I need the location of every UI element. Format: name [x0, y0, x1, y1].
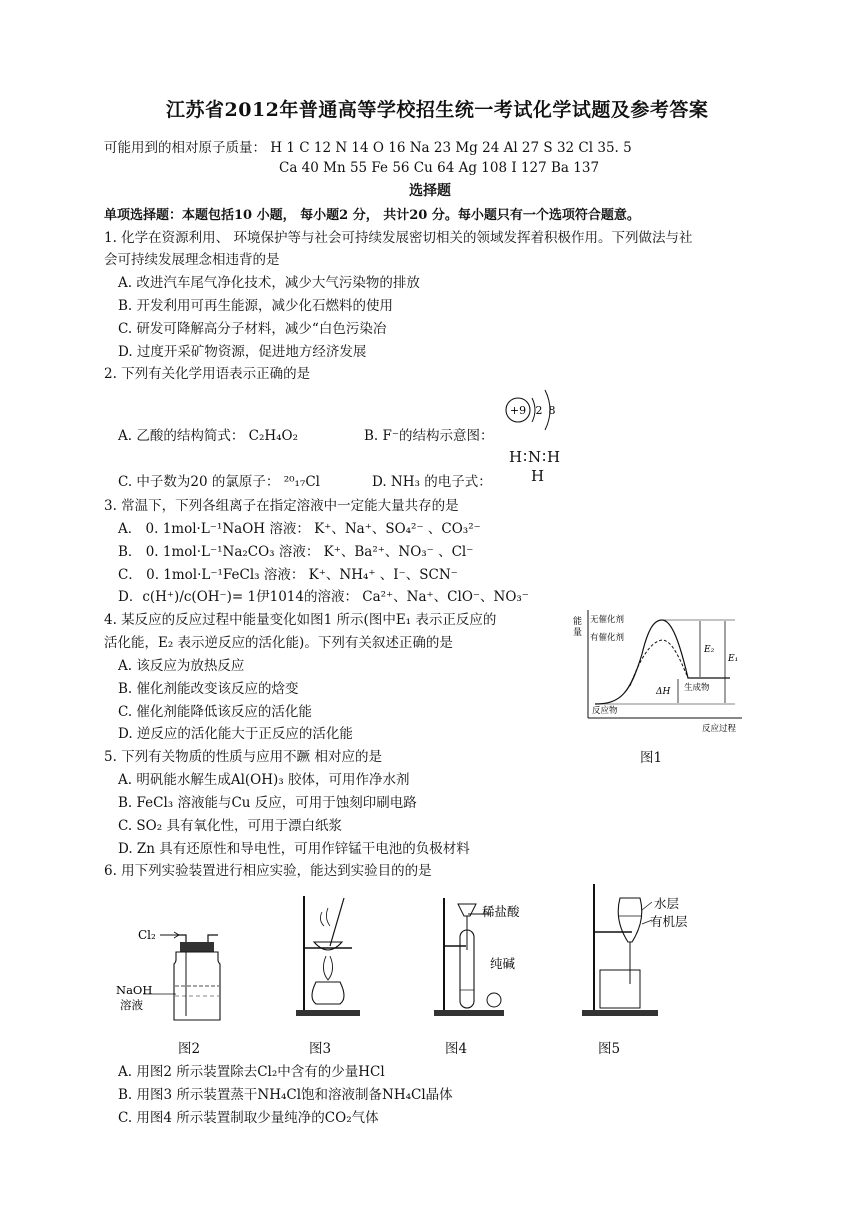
water-layer-label: 水层 [654, 896, 680, 911]
q6-option-a: A. 用图2 所示装置除去Cl₂中含有的少量HCl [118, 1064, 385, 1080]
q5-stem: 5. 下列有关物质的性质与应用不蹶 相对应的是 [104, 749, 382, 765]
shell2-electrons: 8 [548, 404, 556, 417]
q4-stem-line1: 4. 某反应的反应过程中能量变化如图1 所示(图中E₁ 表示正反应的 [104, 612, 497, 628]
instruction: 单项选择题：本题包括10 小题， 每小题2 分， 共计20 分。每小题只有一个选项符合题意。 [104, 208, 640, 223]
stand-base [296, 1010, 360, 1016]
section-title: 选择题 [409, 183, 451, 199]
stand-base [434, 1010, 504, 1016]
q4-stem-line2: 活化能，E₂ 表示逆反应的活化能)。下列有关叙述正确的是 [104, 635, 453, 651]
shell1-electrons: 2 [535, 404, 543, 417]
y-axis-label-char1: 能 [573, 617, 583, 627]
q2-option-d: D. NH₃ 的电子式： [372, 474, 492, 490]
page-title: 江苏省2012年普通高等学校招生统一考试化学试题及参考答案 [166, 99, 709, 121]
q3-option-d: D．c(H⁺)/c(OH⁻)= 1伊1014的溶液： Ca²⁺、Na⁺、ClO⁻、NO₃⁻ [118, 589, 529, 605]
q3-stem: 3. 常温下，下列各组离子在指定溶液中一定能大量共存的是 [104, 498, 459, 514]
q2-stem: 2. 下列有关化学用语表示正确的是 [104, 366, 311, 382]
q2-option-c: C. 中子数为20 的氯原子： ²⁰₁₇Cl [118, 474, 320, 490]
beaker [600, 970, 640, 1008]
q2-option-a: A. 乙酸的结构简式： C₂H₄O₂ [118, 428, 299, 444]
figure4-gas-generator [424, 890, 534, 1022]
no-catalyst-label: 无催化剂 [590, 615, 625, 625]
q4-option-d: D. 逆反应的活化能大于正反应的活化能 [118, 726, 353, 742]
q1-option-d: D. 过度开采矿物资源，促进地方经济发展 [118, 344, 367, 360]
naoh-label: NaOH [116, 983, 153, 997]
atomic-masses-line2: Ca 40 Mn 55 Fe 56 Cu 64 Ag 108 I 127 Ba 137 [279, 160, 600, 176]
nh3-electron-formula-row2: H [531, 467, 545, 485]
q2-option-b: B. F⁻的结构示意图： [364, 428, 494, 444]
q6-stem: 6. 用下列实验装置进行相应实验，能达到实验目的的是 [104, 863, 432, 879]
q1-option-a: A. 改进汽车尾气净化技术，减少大气污染物的排放 [118, 275, 420, 291]
nucleus-label: +9 [509, 404, 527, 417]
stopper [180, 942, 214, 952]
y-axis-label-char2: 量 [573, 628, 583, 638]
q4-option-a: A. 该反应为放热反应 [118, 658, 245, 674]
alcohol-lamp [312, 982, 344, 1004]
figure3-caption: 图3 [309, 1041, 332, 1057]
evaporating-dish [314, 942, 342, 950]
q5-option-c: C. SO₂ 具有氧化性，可用于漂白纸浆 [118, 818, 342, 834]
funnel-body [618, 898, 642, 942]
organic-layer-label: 有机层 [650, 914, 688, 929]
acid-label: 稀盐酸 [482, 904, 520, 919]
q3-option-c: C． 0. 1mol·L⁻¹FeCl₃ 溶液： K⁺、NH₄⁺ 、I⁻、SCN⁻ [118, 567, 458, 583]
figure1-caption: 图1 [640, 750, 663, 766]
q1-stem-line2: 会可持续发展理念相违背的是 [104, 252, 280, 268]
e2-label: E₂ [704, 645, 715, 655]
reactant-label: 反应物 [592, 706, 618, 716]
q6-option-c: C. 用图4 所示装置制取少量纯净的CO₂气体 [118, 1110, 379, 1126]
q1-option-b: B. 开发利用可再生能源，减少化石燃料的使用 [118, 298, 394, 314]
q5-option-d: D. Zn 具有还原性和导电性，可用作锌锰干电池的负极材料 [118, 841, 470, 857]
bulb [487, 993, 501, 1007]
q4-option-b: B. 催化剂能改变该反应的焓变 [118, 681, 299, 697]
steam-lines [320, 908, 330, 926]
atomic-masses-line1: 可能用到的相对原子质量： H 1 C 12 N 14 O 16 Na 23 Mg 24 Al 27 S 32 Cl 35. 5 [104, 140, 632, 156]
q5-option-b: B. FeCl₃ 溶液能与Cu 反应，可用于蚀刻印刷电路 [118, 795, 417, 811]
q4-option-c: C. 催化剂能降低该反应的活化能 [118, 704, 312, 720]
figure2-gas-wash-bottle [108, 912, 228, 1030]
q5-option-a: A. 明矾能水解生成Al(OH)₃ 胶体，可用作净水剂 [118, 772, 410, 788]
figure5-separatory-funnel [570, 880, 700, 1022]
upper-pointer [642, 902, 652, 910]
sodium-carbonate-label: 纯碱 [490, 956, 516, 971]
flame [323, 956, 332, 980]
product-label: 生成物 [684, 683, 710, 693]
q6-option-b: B. 用图3 所示装置蒸干NH₄Cl饱和溶液制备NH₄Cl晶体 [118, 1087, 453, 1103]
fluoride-structure-diagram [498, 384, 568, 440]
stand-base [582, 1010, 658, 1016]
solution-label: 溶液 [120, 998, 143, 1012]
e1-label: E₁ [728, 654, 739, 664]
q1-stem-line1: 1. 化学在资源利用、 环境保护等与社会可持续发展密切相关的领域发挥着积极作用。下列做法与社 [104, 230, 693, 246]
figure5-caption: 图5 [598, 1041, 621, 1057]
q1-option-c: C. 研发可降解高分子材料，减少“白色污染冶 [118, 321, 387, 337]
q3-option-b: B． 0. 1mol·L⁻¹Na₂CO₃ 溶液： K⁺、Ba²⁺、NO₃⁻ 、Cl⁻ [118, 544, 474, 560]
figure4-caption: 图4 [445, 1041, 468, 1057]
q3-option-a: A． 0. 1mol·L⁻¹NaOH 溶液： K⁺、Na⁺、SO₄²⁻ 、CO₃²⁻ [118, 521, 481, 537]
cl2-label: Cl₂ [138, 928, 156, 942]
figure3-evaporation-setup [282, 886, 372, 1022]
energy-profile-figure [570, 604, 750, 738]
dh-label: ΔH [656, 687, 671, 697]
glass-rod [330, 898, 344, 946]
x-axis-label: 反应过程 [702, 724, 737, 734]
figure2-caption: 图2 [178, 1041, 201, 1057]
nh3-electron-formula-row1: H∶N∶H [509, 448, 562, 466]
with-catalyst-label: 有催化剂 [590, 633, 625, 643]
